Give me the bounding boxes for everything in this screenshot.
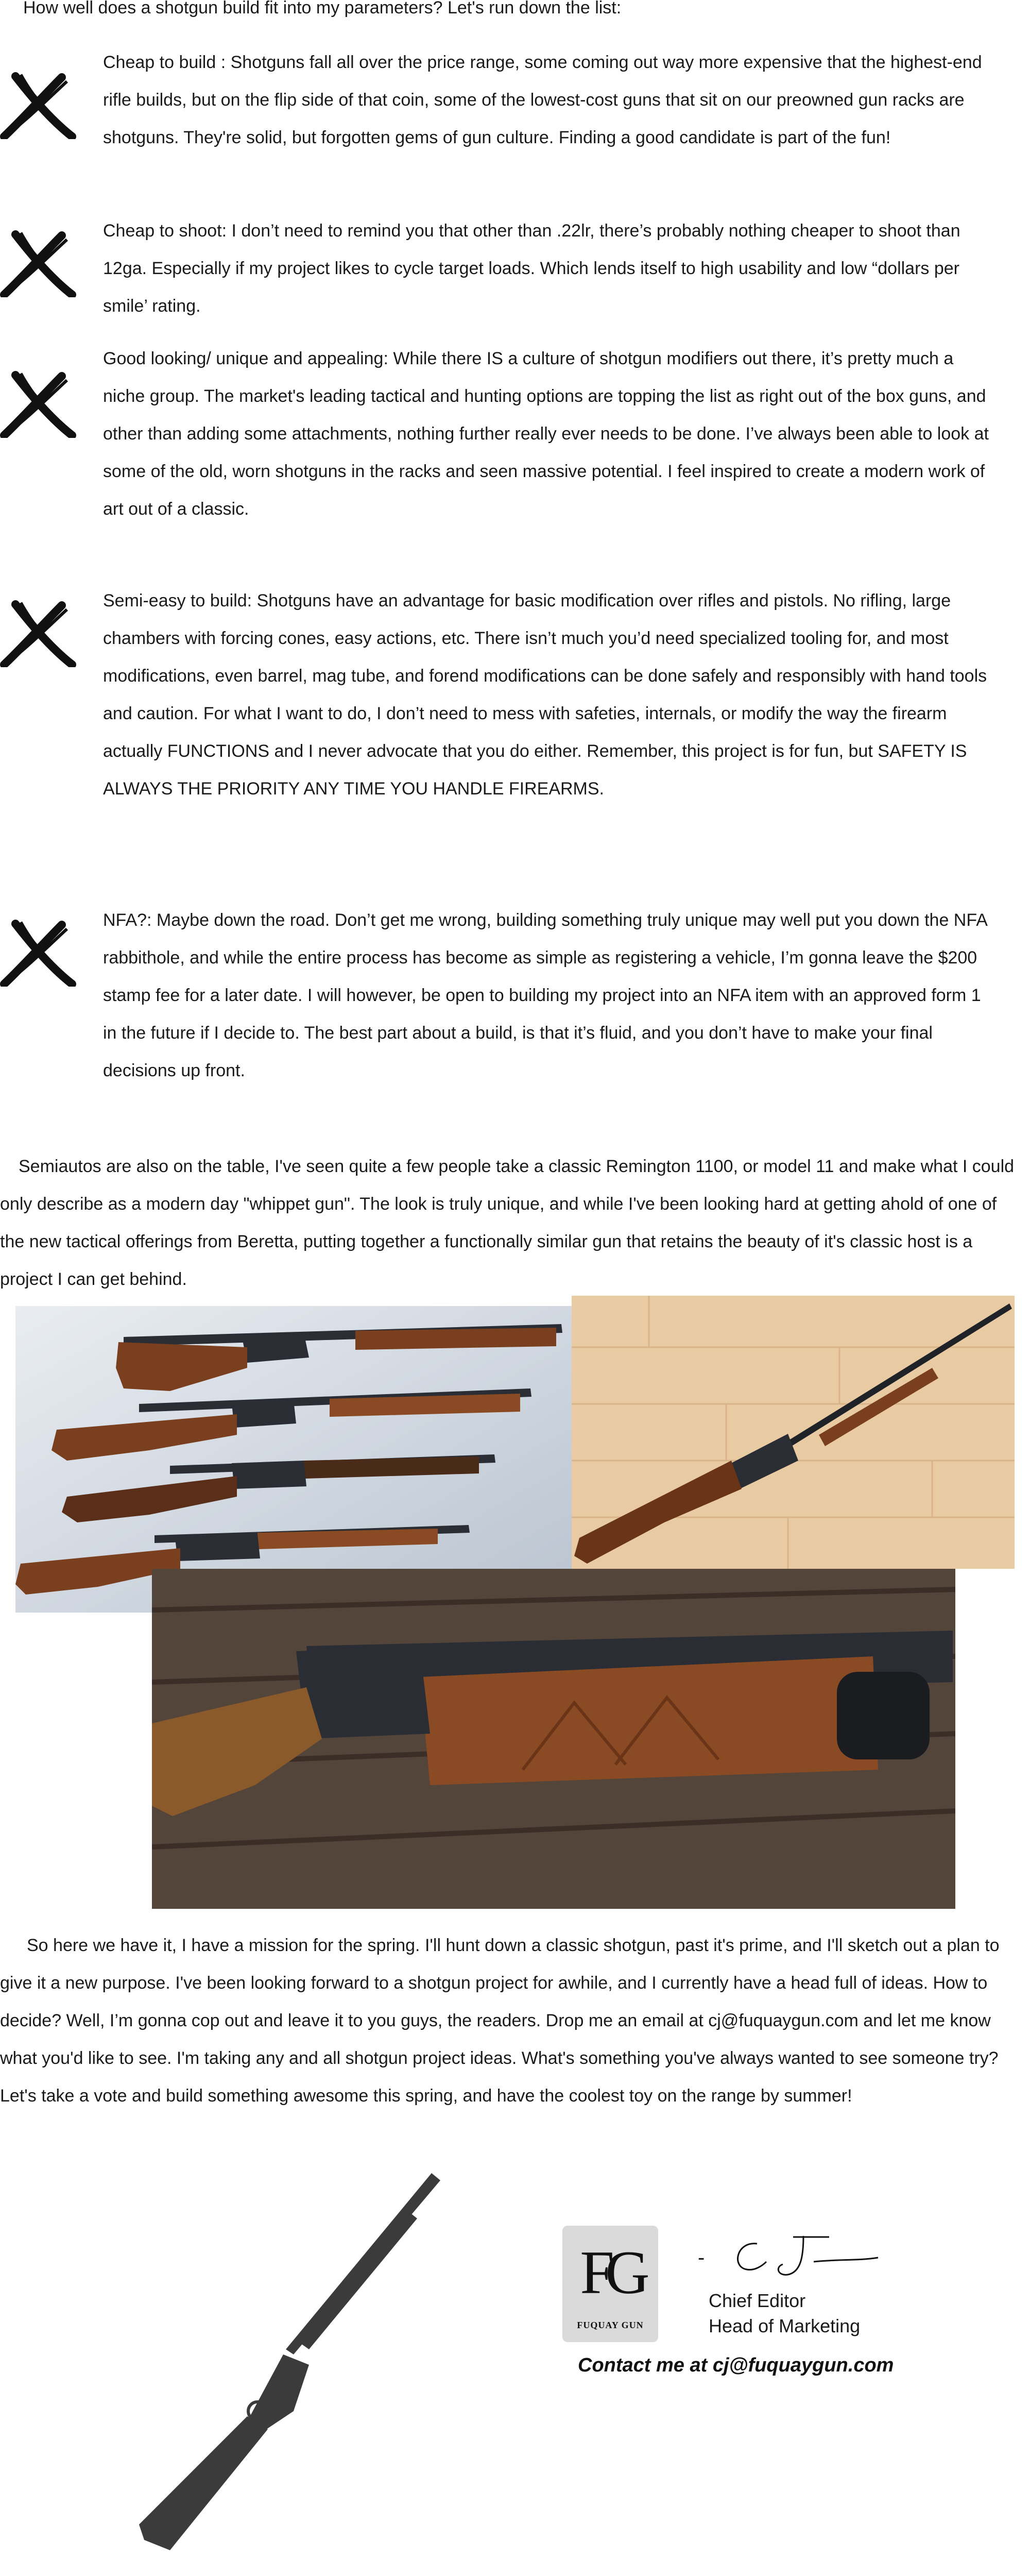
paragraph-mission: So here we have it, I have a mission for the spring. I'll hunt down a classic shotgun, past it's prime, and I'll sketch out a plan to give it a new purpose. I've been looking forward to a shotgun project for awhile, and I currently have a head full of ideas. How to decide? Well, I’m gonna cop out and leave it to you guys, the readers. Drop me an email at cj@fuquaygun.com and let me know what you'd like to see. I'm taking any and all shotgun project ideas. What's something you've always wanted to see someone try? Let's take a vote and build something awesome this spring, and have the coolest toy on the range by summer! xyxy=(0,1936,1000,2106)
photo-shotgun-on-floor xyxy=(572,1296,1015,1569)
signature-dash: - xyxy=(698,2246,705,2269)
checklist-text: Semi-easy to build: Shotguns have an advantage for basic modification over rifles and pistols. No rifling, large chambers with forcing cones, easy actions, etc. There isn’t much you’d need specialized tooling for, and most modifications, even barrel, mag tube, and forend modifications can be done safely and responsibly with hand tools and caution. For what I want to do, I don’t need to mess with safeties, internals, or modify the way the firearm actually FUNCTIONS and I never advocate that you do either. Remember, this project is for fun, but SAFETY IS ALWAYS THE PRIORITY ANY TIME YOU HANDLE FIREARMS. xyxy=(103,591,987,799)
x-mark-icon xyxy=(0,371,80,438)
handwritten-signature xyxy=(726,2231,881,2287)
photo-shotgun-closeup xyxy=(152,1569,955,1909)
x-mark-icon xyxy=(0,230,80,297)
photo-four-shotguns xyxy=(15,1306,572,1613)
checklist-text: Cheap to shoot: I don’t need to remind you that other than .22lr, there’s probably nothing cheaper to shoot than 12ga. Especially if my project likes to cycle target loads. Which lends itself to high usability and low “dollars per smile’ rating. xyxy=(103,221,960,316)
x-mark-icon xyxy=(0,920,80,987)
paragraph-semiautos: Semiautos are also on the table, I've seen quite a few people take a classic Remington 1100, or model 11 and make what I could only describe as a modern day "whippet gun". The look is truly unique, and while I've been looking hard at getting ahold of one of the new tactical offerings from Beretta, putting together a functionally similar gun that retains the beauty of it's classic host is a project I can get behind. xyxy=(0,1157,1015,1289)
checklist-text: Cheap to build : Shotguns fall all over the price range, some coming out way more expensive that the highest-end rifle builds, but on the flip side of that coin, some of the lowest-cost guns that sit on our preowned gun racks are shotguns. They're solid, but forgotten gems of gun culture. Finding a good candidate is part of the fun! xyxy=(103,53,982,147)
logo-letters: FG xyxy=(580,2238,641,2307)
contact-email: Contact me at cj@fuquaygun.com xyxy=(578,2354,894,2376)
title-chief-editor: Chief Editor xyxy=(709,2290,806,2311)
shotgun-silhouette-icon xyxy=(139,2169,448,2561)
intro-text: How well does a shotgun build fit into my parameters? Let's run down the list: xyxy=(23,0,622,18)
logo-text: FUQUAY GUN xyxy=(577,2320,644,2330)
x-mark-icon xyxy=(0,600,80,667)
fuquay-gun-logo xyxy=(562,2226,658,2342)
x-mark-icon xyxy=(0,72,80,139)
title-head-of-marketing: Head of Marketing xyxy=(709,2315,861,2336)
checklist-text: Good looking/ unique and appealing: While there IS a culture of shotgun modifiers out there, it’s pretty much a niche group. The market's leading tactical and hunting options are topping the list as right out of the box guns, and other than adding some attachments, nothing further really ever needs to be done. I’ve always been able to look at some of the old, worn shotguns in the racks and seen massive potential. I feel inspired to create a modern work of art out of a classic. xyxy=(103,349,989,519)
checklist-text: NFA?: Maybe down the road. Don’t get me wrong, building something truly unique may well put you down the NFA rabbithole, and while the entire process has become as simple as registering a vehicle, I’m gonna leave the $200 stamp fee for a later date. I will however, be open to building my project into an NFA item with an approved form 1 in the future if I decide to. The best part about a build, is that it’s fluid, and you don’t have to make your final decisions up front. xyxy=(103,910,987,1080)
